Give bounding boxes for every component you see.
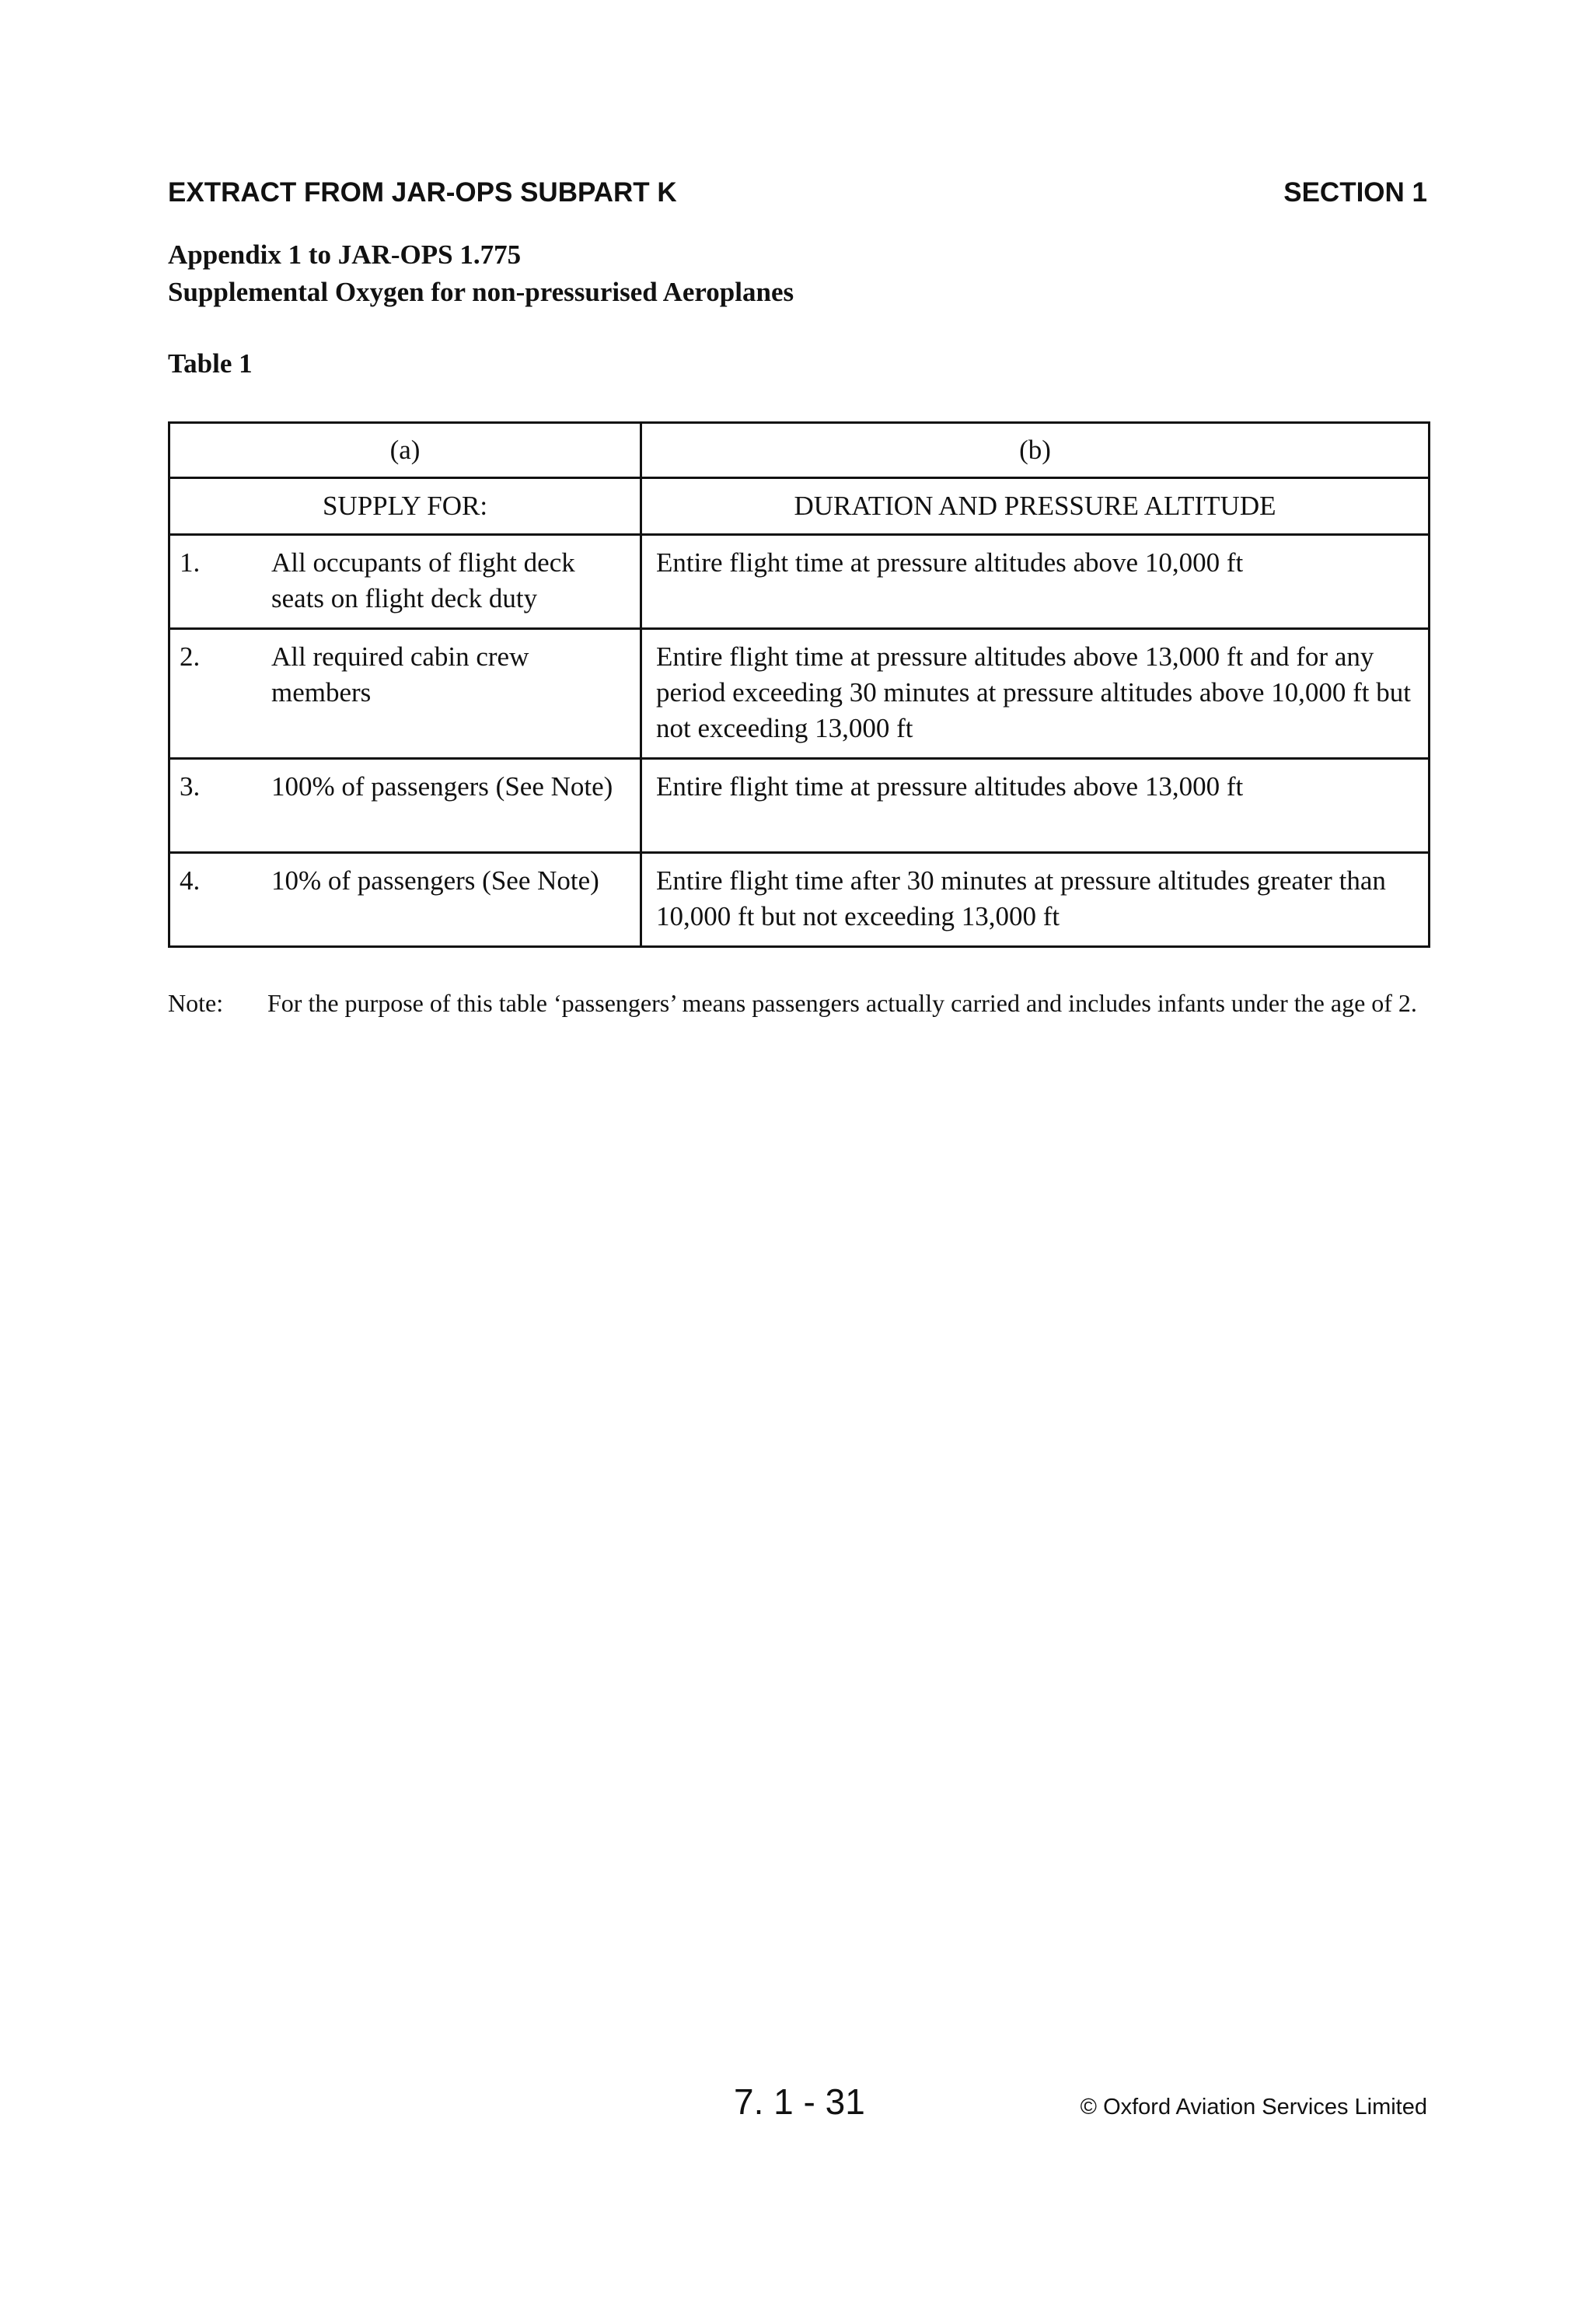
table-row <box>169 853 1430 947</box>
appendix-reference: Appendix 1 to JAR-OPS 1.775 <box>168 239 522 270</box>
supply-cell <box>169 535 641 629</box>
table-row <box>169 759 1430 853</box>
row-number: 1. <box>180 547 201 578</box>
supply-text: All required cabin crew members <box>271 641 529 708</box>
appendix-title: Supplemental Oxygen for non-pressurised Aeroplanes <box>168 277 794 307</box>
col-a-header: SUPPLY FOR: <box>169 478 641 535</box>
supply-cell <box>169 759 641 853</box>
appendix-heading <box>168 236 794 311</box>
table-marker-row <box>169 423 1430 478</box>
copyright-notice: © Oxford Aviation Services Limited <box>1080 2095 1427 2120</box>
header-title: EXTRACT FROM JAR-OPS SUBPART K <box>168 177 677 208</box>
duration-cell <box>641 535 1430 629</box>
duration-text: Entire flight time at pressure altitudes above 10,000 ft <box>656 547 1244 578</box>
note-label: Note: <box>168 989 224 1017</box>
col-b-header: DURATION AND PRESSURE ALTITUDE <box>641 478 1430 535</box>
supply-text: 10% of passengers (See Note) <box>271 865 599 896</box>
note-text: For the purpose of this table ‘passengers’ means passengers actually carried and includes infants under the age of 2. <box>267 989 1417 1017</box>
duration-text: Entire flight time at pressure altitudes above 13,000 ft <box>656 771 1244 802</box>
row-number: 4. <box>180 865 201 896</box>
table-row <box>169 629 1430 759</box>
col-b-marker: (b) <box>641 423 1430 478</box>
supply-cell <box>169 629 641 759</box>
table-header-row <box>169 478 1430 535</box>
duration-text: Entire flight time after 30 minutes at pressure altitudes greater than 10,000 ft but not exceeding 13,000 ft <box>656 865 1386 931</box>
duration-cell <box>641 759 1430 853</box>
oxygen-supply-table <box>168 421 1430 948</box>
duration-text: Entire flight time at pressure altitudes above 13,000 ft and for any period exceeding 30 minutes at pressure altitudes above 10,000 ft but not exceeding 13,000 ft <box>656 641 1411 743</box>
table-row <box>169 535 1430 629</box>
supply-text: All occupants of flight deck seats on flight deck duty <box>271 547 575 613</box>
section-label: SECTION 1 <box>1283 177 1427 208</box>
duration-cell <box>641 853 1430 947</box>
page-number: 7. 1 - 31 <box>734 2081 865 2122</box>
table-label: Table 1 <box>168 348 253 379</box>
supply-text: 100% of passengers (See Note) <box>271 771 613 802</box>
duration-cell <box>641 629 1430 759</box>
supply-cell <box>169 853 641 947</box>
col-a-marker: (a) <box>169 423 641 478</box>
row-number: 3. <box>180 771 201 802</box>
row-number: 2. <box>180 641 201 672</box>
